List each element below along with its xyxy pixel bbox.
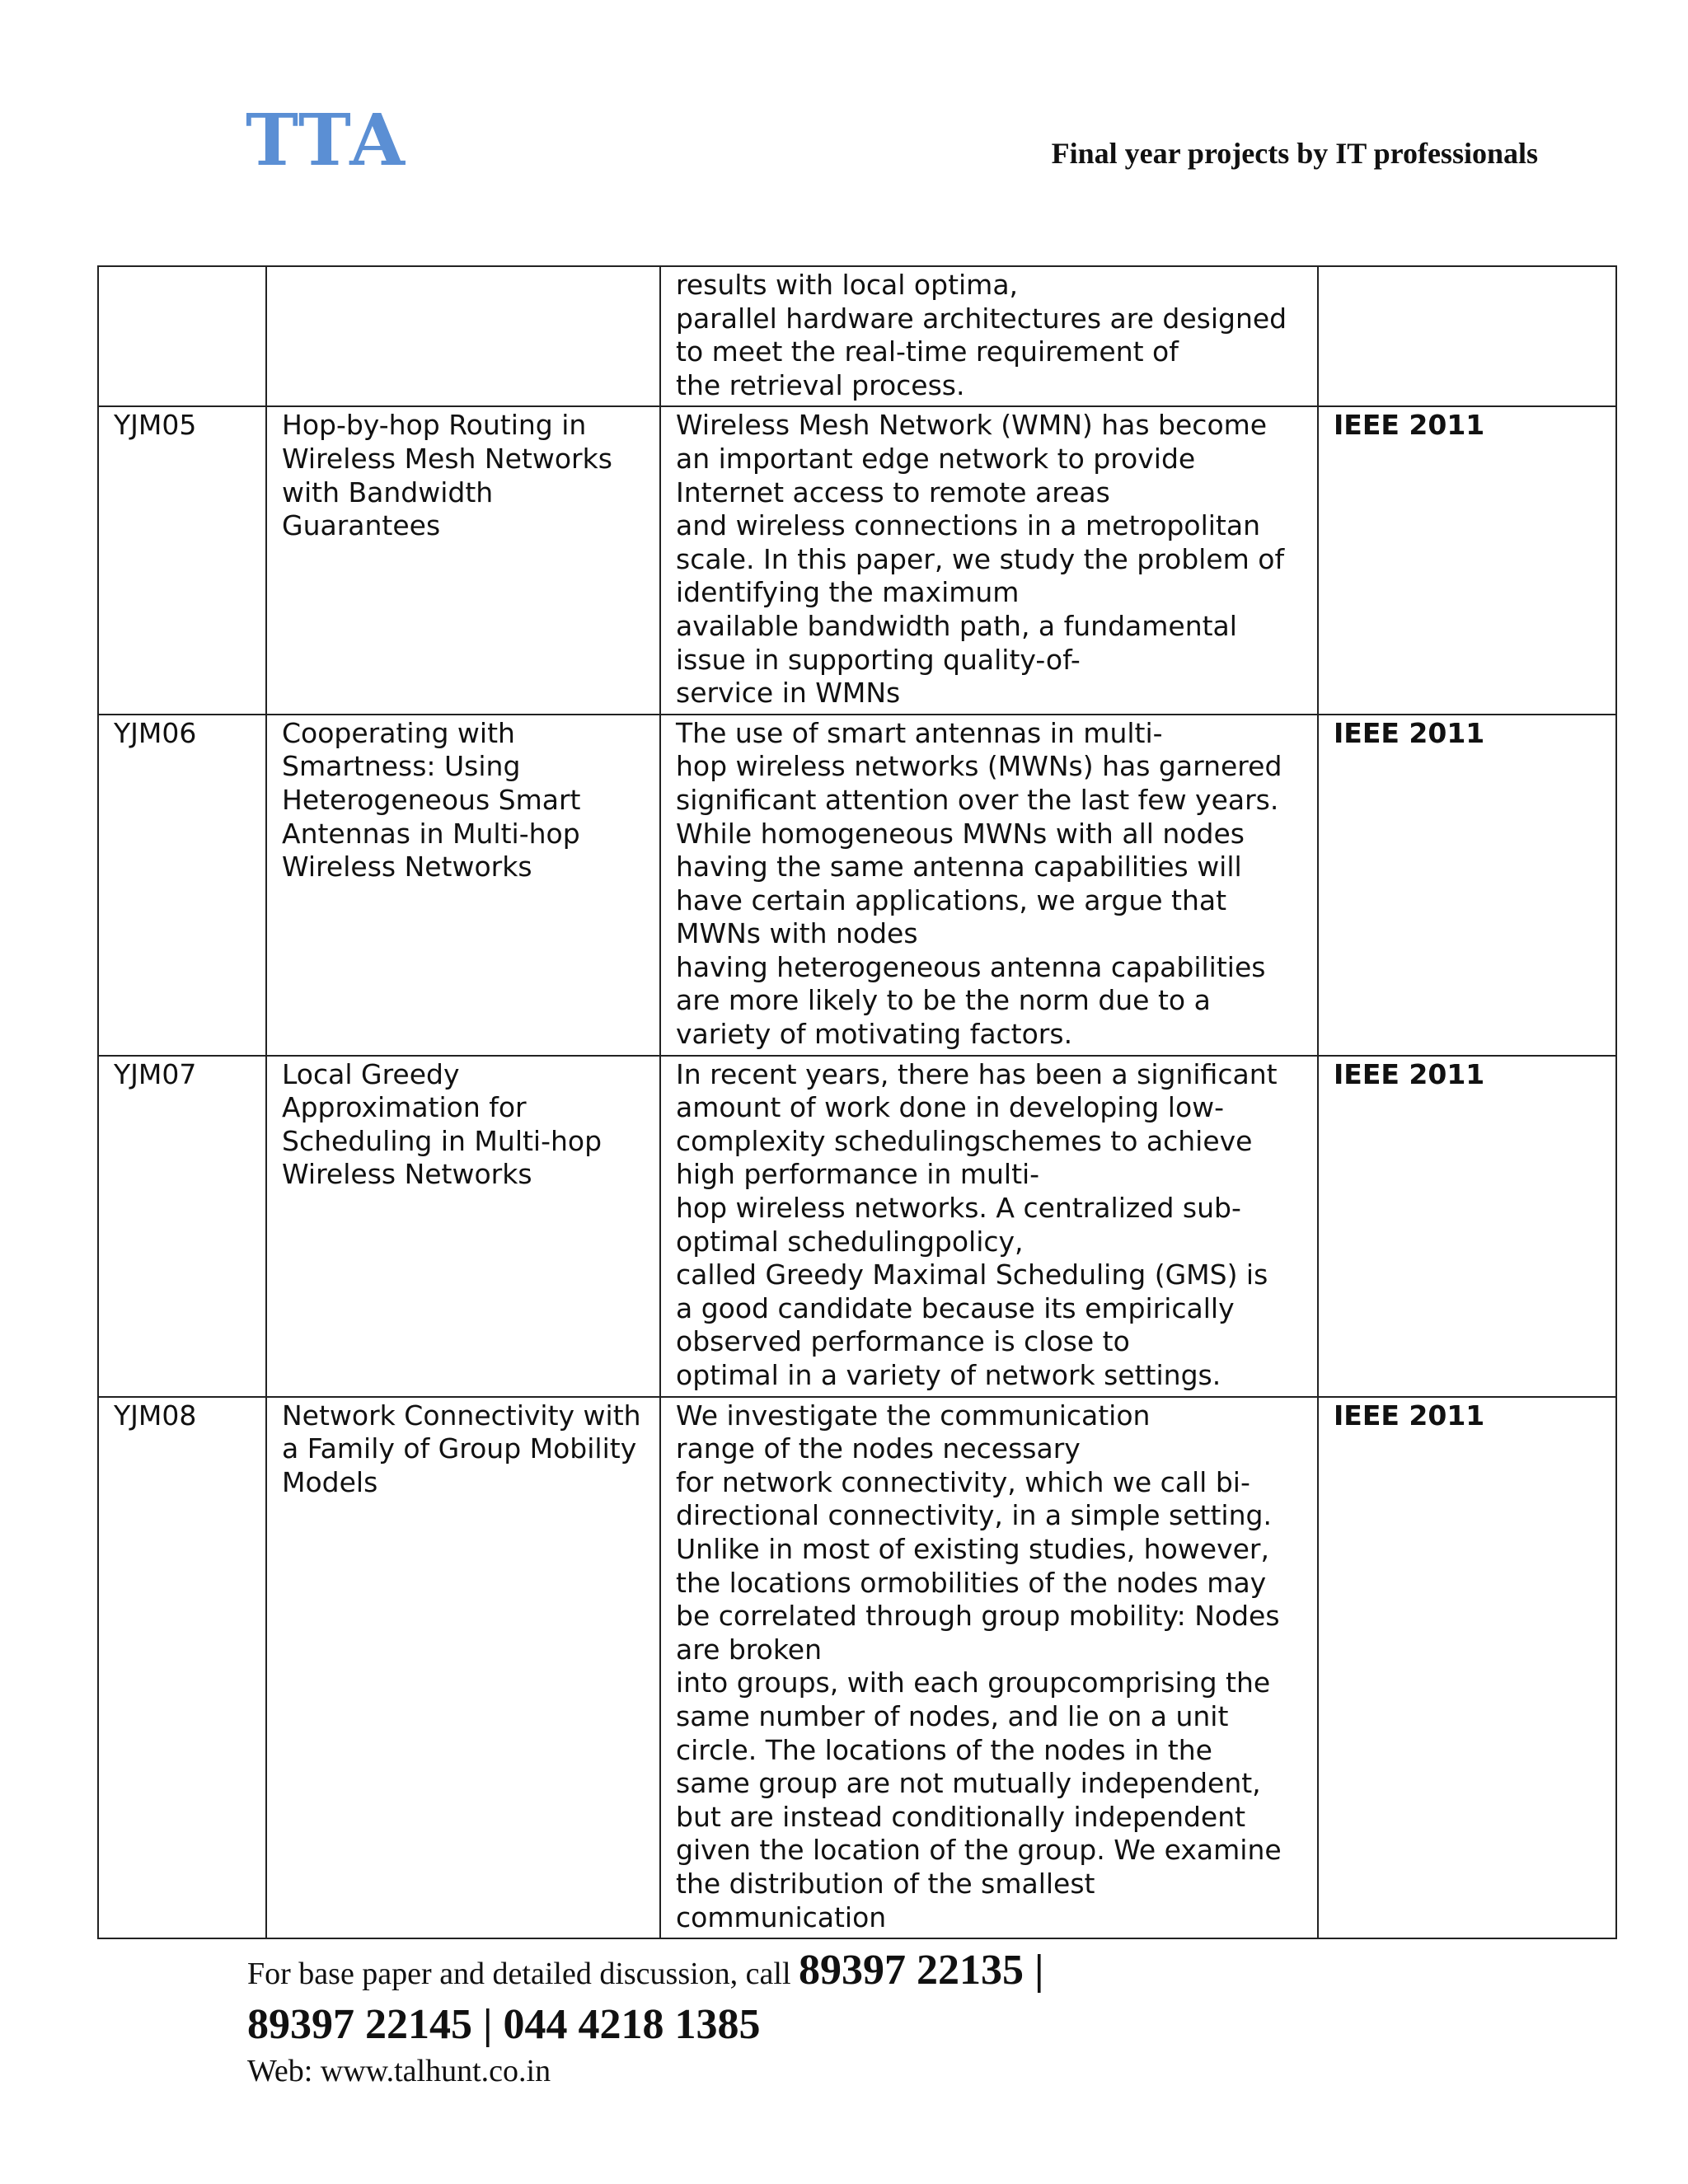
abstract-line: Wireless Mesh Network (WMN) has become bbox=[676, 409, 1268, 442]
abstract-line: are broken bbox=[676, 1633, 822, 1666]
abstract-line: range of the nodes necessary bbox=[676, 1432, 1081, 1465]
abstract-line: high performance in multi- bbox=[676, 1158, 1040, 1191]
abstract-line: given the location of the group. We examine bbox=[676, 1834, 1282, 1867]
project-title-cell: Network Connectivity with a Family of Group Mobility Models bbox=[266, 1397, 660, 1939]
abstract-line: The use of smart antennas in multi- bbox=[676, 716, 1163, 749]
abstract-line: optimal schedulingpolicy, bbox=[676, 1225, 1024, 1258]
abstract-line: results with local optima, bbox=[676, 269, 1019, 301]
abstract-line: the distribution of the smallest bbox=[676, 1867, 1095, 1900]
project-title-cell bbox=[266, 266, 660, 406]
abstract-line: having heterogeneous antenna capabilities bbox=[676, 950, 1266, 983]
abstract-line: and wireless connections in a metropolitan bbox=[676, 509, 1260, 542]
abstract-line: parallel hardware architectures are designed bbox=[676, 302, 1287, 335]
abstract-line: identifying the maximum bbox=[676, 576, 1020, 609]
abstract-line: Unlike in most of existing studies, however, bbox=[676, 1532, 1269, 1565]
abstract-line: be correlated through group mobility: Nodes bbox=[676, 1600, 1280, 1633]
table-row bbox=[98, 266, 1616, 406]
footer-website: Web: www.talhunt.co.in bbox=[247, 2054, 551, 2088]
abstract-line: having the same antenna capabilities will bbox=[676, 851, 1242, 883]
abstract-line: MWNs with nodes bbox=[676, 917, 918, 950]
abstract-line: for network connectivity, which we call bi- bbox=[676, 1465, 1250, 1498]
table-row bbox=[98, 715, 1616, 1056]
table-row bbox=[98, 1397, 1616, 1939]
project-code-cell: YJM07 bbox=[98, 1056, 266, 1397]
project-year-cell: IEEE 2011 bbox=[1318, 715, 1616, 1056]
projects-table bbox=[97, 265, 1617, 1939]
abstract-line: service in WMNs bbox=[676, 677, 901, 710]
footer-phone-numbers: 89397 22145 | 044 4218 1385 bbox=[247, 2001, 761, 2048]
footer-call-line bbox=[247, 1945, 1043, 1999]
abstract-line: significant attention over the last few years. bbox=[676, 783, 1279, 816]
header-tagline: Final year projects by IT professionals bbox=[1051, 137, 1538, 170]
project-title-cell: Local Greedy Approximation for Scheduling in Multi-hop Wireless Networks bbox=[266, 1056, 660, 1397]
abstract-line: to meet the real-time requirement of bbox=[676, 335, 1179, 368]
abstract-line: called Greedy Maximal Scheduling (GMS) is bbox=[676, 1258, 1268, 1291]
abstract-line: hop wireless networks. A centralized sub- bbox=[676, 1192, 1241, 1225]
abstract-line: amount of work done in developing low- bbox=[676, 1091, 1225, 1124]
abstract-line: issue in supporting quality-of- bbox=[676, 643, 1081, 676]
project-code-cell bbox=[98, 266, 266, 406]
abstract-line: We investigate the communication bbox=[676, 1399, 1151, 1432]
abstract-line: a good candidate because its empirically bbox=[676, 1291, 1235, 1324]
project-code-cell: YJM05 bbox=[98, 406, 266, 714]
project-year-cell: IEEE 2011 bbox=[1318, 406, 1616, 714]
abstract-line: Internet access to remote areas bbox=[676, 476, 1110, 509]
abstract-line: same group are not mutually independent, bbox=[676, 1767, 1261, 1800]
project-abstract-cell bbox=[660, 406, 1318, 714]
abstract-line: into groups, with each groupcomprising the bbox=[676, 1666, 1271, 1699]
footer-call-text: For base paper and detailed discussion, call bbox=[247, 1957, 799, 1991]
project-year-cell: IEEE 2011 bbox=[1318, 1056, 1616, 1397]
abstract-line: the locations ormobilities of the nodes may bbox=[676, 1566, 1267, 1599]
footer-phone-primary: 89397 22135 | bbox=[799, 1947, 1044, 1994]
abstract-line: are more likely to be the norm due to a bbox=[676, 984, 1211, 1017]
abstract-line: variety of motivating factors. bbox=[676, 1018, 1073, 1051]
abstract-line: While homogeneous MWNs with all nodes bbox=[676, 817, 1245, 850]
project-year-cell: IEEE 2011 bbox=[1318, 1397, 1616, 1939]
project-year-cell bbox=[1318, 266, 1616, 406]
abstract-line: an important edge network to provide bbox=[676, 442, 1196, 475]
abstract-line: but are instead conditionally independent bbox=[676, 1800, 1246, 1833]
table-row bbox=[98, 406, 1616, 714]
project-abstract-cell bbox=[660, 715, 1318, 1056]
abstract-line: hop wireless networks (MWNs) has garnered bbox=[676, 750, 1282, 783]
project-title-cell: Cooperating with Smartness: Using Heterogeneous Smart Antennas in Multi-hop Wireless Networks bbox=[266, 715, 660, 1056]
abstract-line: directional connectivity, in a simple setting. bbox=[676, 1499, 1272, 1532]
abstract-line: the retrieval process. bbox=[676, 368, 965, 401]
contact-footer bbox=[247, 1945, 1043, 2092]
abstract-line: have certain applications, we argue that bbox=[676, 883, 1227, 916]
abstract-line: complexity schedulingschemes to achieve bbox=[676, 1124, 1253, 1157]
abstract-line: same number of nodes, and lie on a unit bbox=[676, 1699, 1229, 1732]
abstract-line: communication bbox=[676, 1900, 887, 1933]
table-row bbox=[98, 1056, 1616, 1397]
projects-table-body bbox=[98, 266, 1616, 1938]
abstract-line: circle. The locations of the nodes in the bbox=[676, 1733, 1212, 1766]
project-abstract-cell bbox=[660, 1056, 1318, 1397]
project-abstract-cell bbox=[660, 266, 1318, 406]
abstract-line: scale. In this paper, we study the problem of bbox=[676, 542, 1285, 575]
abstract-line: available bandwidth path, a fundamental bbox=[676, 609, 1237, 642]
abstract-line: observed performance is close to bbox=[676, 1325, 1130, 1358]
project-abstract-cell bbox=[660, 1397, 1318, 1939]
company-logo: TTA bbox=[246, 99, 407, 182]
abstract-line: optimal in a variety of network settings. bbox=[676, 1359, 1221, 1391]
project-code-cell: YJM06 bbox=[98, 715, 266, 1056]
project-code-cell: YJM08 bbox=[98, 1397, 266, 1939]
abstract-line: In recent years, there has been a significant bbox=[676, 1057, 1278, 1090]
project-title-cell: Hop-by-hop Routing in Wireless Mesh Networks with Bandwidth Guarantees bbox=[266, 406, 660, 714]
